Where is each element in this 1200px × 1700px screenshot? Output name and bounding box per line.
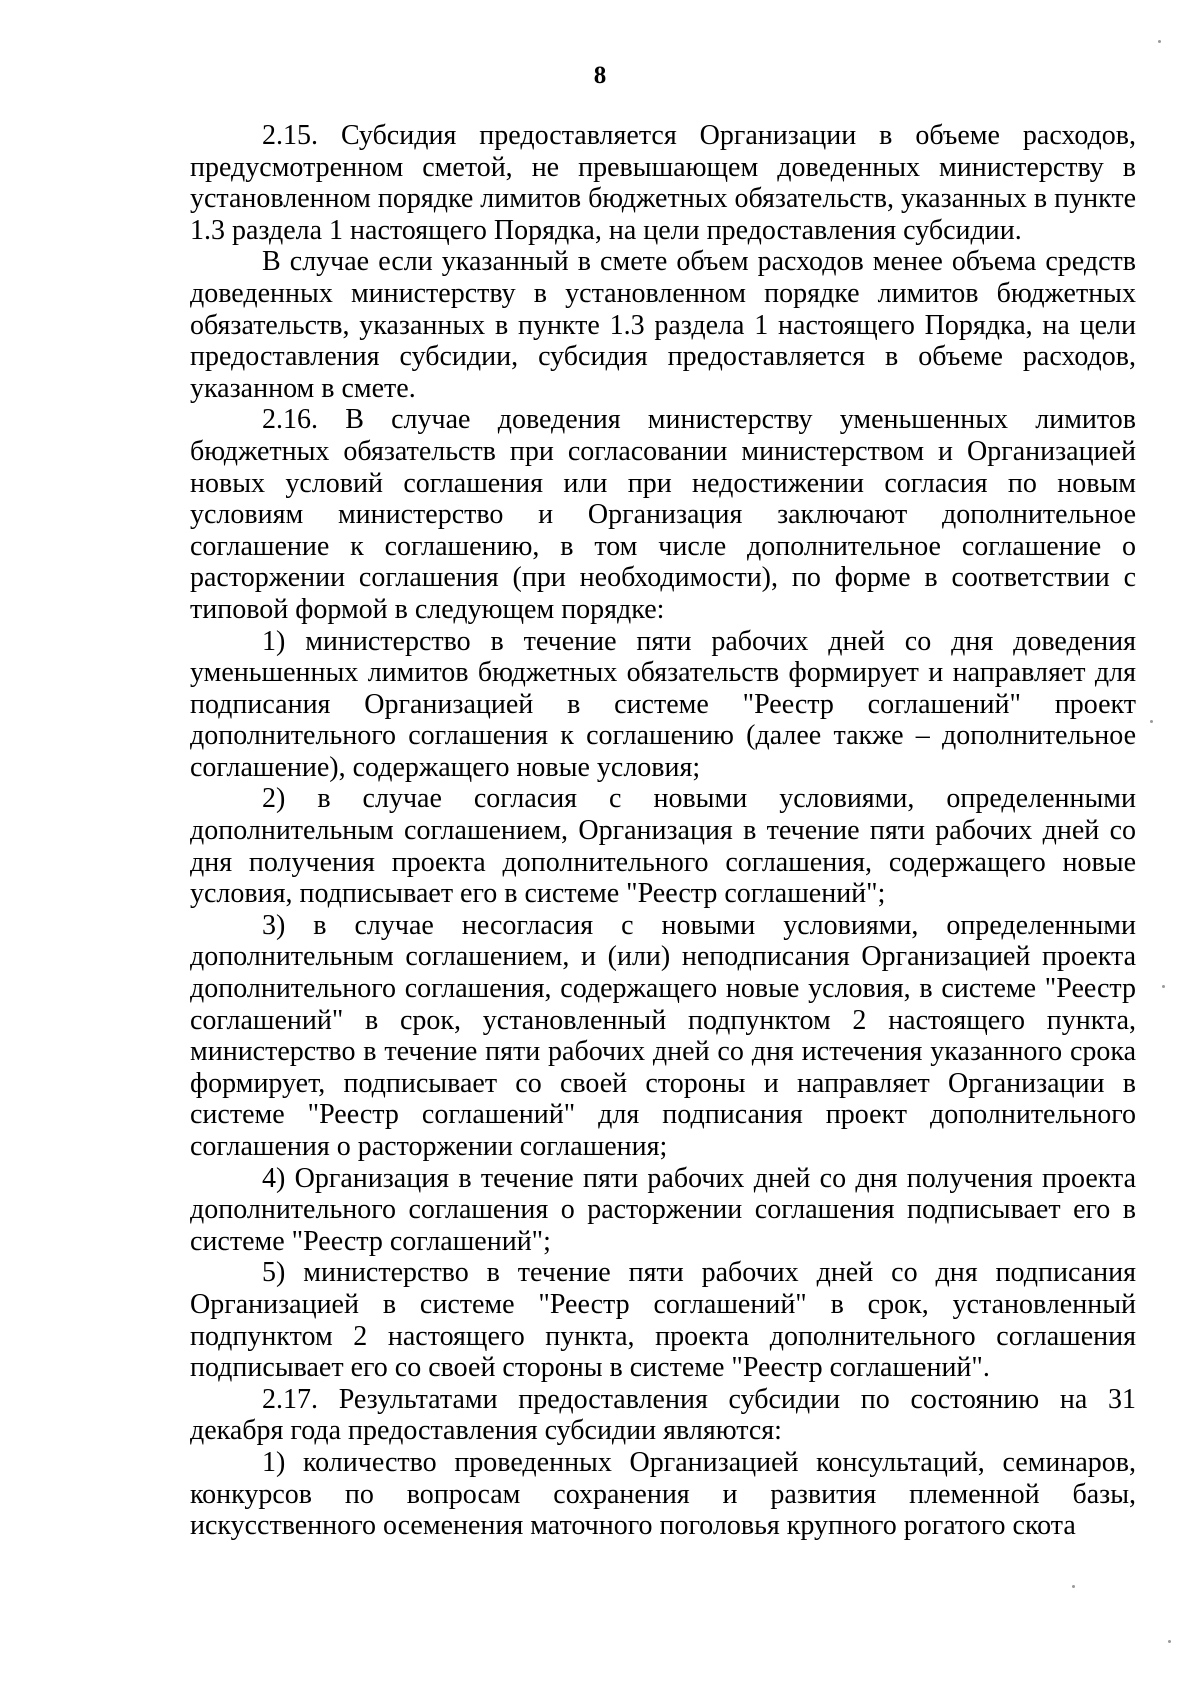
scan-speck: [1158, 40, 1161, 43]
document-body: [190, 120, 1136, 1542]
paragraph-2-16-item-5: 5) министерство в течение пяти рабочих дней со дня подписания Организацией в системе "Реестр соглашений" в срок, установленный подпунктом 2 настоящего пункта, проекта дополнительного соглашения подписывает его со своей стороны в системе "Реестр соглашений".: [190, 1257, 1136, 1384]
paragraph-2-15-note: В случае если указанный в смете объем расходов менее объема средств доведенных министерству в установленном порядке лимитов бюджетных обязательств, указанных в пункте 1.3 раздела 1 настоящего Порядка, на цели предоставления субсидии, субсидия предоставляется в объеме расходов, указанном в смете.: [190, 246, 1136, 404]
scan-speck: [1150, 720, 1153, 723]
paragraph-2-16-item-4: 4) Организация в течение пяти рабочих дней со дня получения проекта дополнительного соглашения о расторжении соглашения подписывает его в системе "Реестр соглашений";: [190, 1162, 1136, 1257]
paragraph-2-15: 2.15. Субсидия предоставляется Организации в объеме расходов, предусмотренном сметой, не превышающем доведенных министерству в установленном порядке лимитов бюджетных обязательств, указанных в пункте 1.3 раздела 1 настоящего Порядка, на цели предоставления субсидии.: [190, 120, 1136, 246]
scan-speck: [1168, 1640, 1171, 1643]
scan-speck: [1162, 985, 1165, 988]
scan-speck: [1072, 1585, 1075, 1588]
page-number: 8: [593, 62, 607, 89]
paragraph-2-16-item-3: 3) в случае несогласия с новыми условиями, определенными дополнительным соглашением, и (или) неподписания Организацией проекта дополнительного соглашения, содержащего новые условия, в системе "Реестр соглашений" в срок, установленный подпунктом 2 настоящего пункта, министерство в течение пяти рабочих дней со дня истечения указанного срока формирует, подписывает со своей стороны и направляет Организации в системе "Реестр соглашений" для подписания проект дополнительного соглашения о расторжении соглашения;: [190, 909, 1136, 1162]
paragraph-2-16: 2.16. В случае доведения министерству уменьшенных лимитов бюджетных обязательств при согласовании министерством и Организацией новых условий соглашения или при недостижении согласия по новым условиям министерство и Организация заключают дополнительное соглашение к соглашению, в том числе дополнительное соглашение о расторжении соглашения (при необходимости), по форме в соответствии с типовой формой в следующем порядке:: [190, 404, 1136, 625]
paragraph-2-16-item-1: 1) министерство в течение пяти рабочих дней со дня доведения уменьшенных лимитов бюджетных обязательств формирует и направляет для подписания Организацией в системе "Реестр соглашений" проект дополнительного соглашения к соглашению (далее также – дополнительное соглашение), содержащего новые условия;: [190, 625, 1136, 783]
paragraph-2-17-item-1: 1) количество проведенных Организацией консультаций, семинаров, конкурсов по вопросам сохранения и развития племенной базы, искусственного осеменения маточного поголовья крупного рогатого скота: [190, 1446, 1136, 1542]
paragraph-2-17: 2.17. Результатами предоставления субсидии по состоянию на 31 декабря года предоставления субсидии являются:: [190, 1383, 1136, 1447]
paragraph-2-16-item-2: 2) в случае согласия с новыми условиями, определенными дополнительным соглашением, Организация в течение пяти рабочих дней со дня получения проекта дополнительного соглашения, содержащего новые условия, подписывает его в системе "Реестр соглашений";: [190, 783, 1136, 910]
